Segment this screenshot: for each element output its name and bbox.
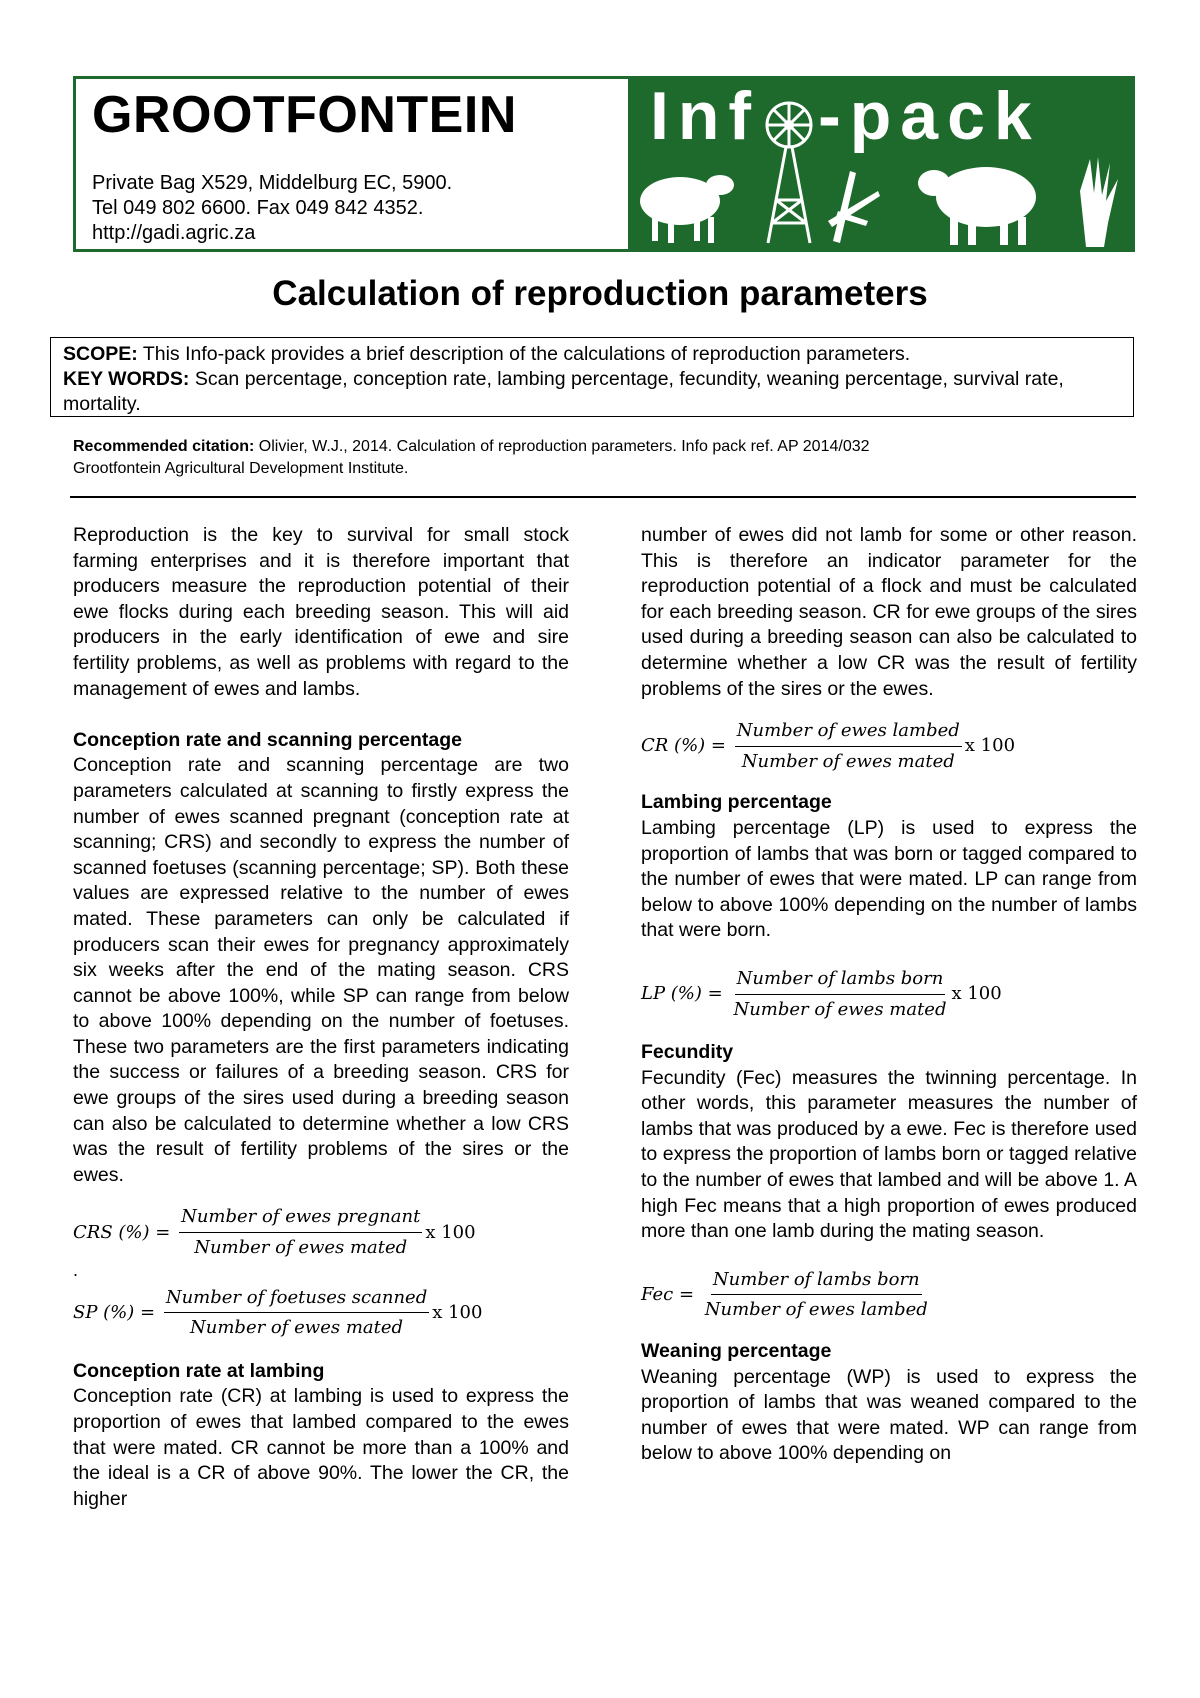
address-line: Private Bag X529, Middelburg EC, 5900.: [92, 172, 453, 194]
website-link[interactable]: http://gadi.agric.za: [92, 222, 256, 244]
fecundity-paragraph: Fecundity (Fec) measures the twinning percentage. In other words, this parameter measures the number of lambs that was produced by a ewe. Fec is therefore used to express the proportion of lambs born or tagged relative to the number of ewes that lambed and will be above 1. A high Fec means that a high proportion of ewes produced more than one lamb during the mating season.: [641, 1066, 1137, 1243]
conception-paragraph: Conception rate and scanning percentage are two parameters calculated at scanning to firstly express the number of ewes scanned pregnant (conception rate at scanning; CRS) and secondly to express the number of scanned foetuses (scanning percentage; SP). Both these values are expressed relative to the number of ewes mated. These parameters can only be calculated if producers scan their ewes for pregnancy approximately six weeks after the end of the mating season. CRS cannot be above 100%, while SP can range from below to above 100% depending on the number of foetuses. These two parameters are the first parameters indicating the success or failures of a breeding season. CRS for ewe groups of the sires used during a breeding season can also be calculated to determine whether a low CRS was the result of fertility problems of the sires or the ewes.: [73, 754, 569, 1186]
livestock-illustration: [628, 151, 1132, 249]
citation-label: Recommended citation:: [73, 438, 255, 455]
heading-conception-scanning: Conception rate and scanning percentage: [73, 728, 462, 751]
keywords-text: Scan percentage, conception rate, lambing percentage, fecundity, weaning percentage, survival rate, mortality.: [63, 368, 1064, 415]
scope-label: SCOPE:: [63, 343, 138, 365]
formula-separator: .: [73, 1259, 79, 1280]
divider: [70, 496, 1136, 498]
header-contact-panel: [76, 79, 628, 249]
phone-line: Tel 049 802 6600. Fax 049 842 4352.: [92, 197, 424, 219]
org-name: GROOTFONTEIN: [92, 86, 517, 144]
right-column: [641, 523, 1137, 1467]
formula-fec: Fec = $\frac{\text{Number of lambs born}}{\text{Number of ewes lambed}}$: [641, 1268, 928, 1321]
formula-lp: LP (%) = $\frac{\text{Number of lambs born}}{\text{Number of ewes mated}}$ x 100: [641, 967, 1002, 1020]
citation: [73, 436, 1133, 480]
formula-sp: SP (%) = $\frac{\text{Number of foetuses scanned}}{\text{Number of ewes mated}}$ x 100: [73, 1286, 483, 1339]
info-pack-logo: [628, 79, 1132, 249]
citation-institute: Grootfontein Agricultural Development Institute.: [73, 460, 409, 477]
formula-cr: CR (%) = $\frac{\text{Number of ewes lambed}}{\text{Number of ewes mated}}$ x 100: [641, 720, 1016, 772]
scope-box: [50, 337, 1134, 417]
keywords-line: [63, 367, 1121, 417]
brand-wordmark: Inf -pack: [650, 78, 1041, 154]
heading-conception-lambing: Conception rate at lambing: [73, 1359, 325, 1382]
page-title: Calculation of reproduction parameters: [272, 274, 928, 313]
lambing-paragraph: Lambing percentage (LP) is used to express the proportion of lambs that was born or tagged compared to the number of ewes that were mated. LP can range from below to above 100% depending on the number of lambs that were born.: [641, 816, 1137, 942]
heading-weaning-percentage: Weaning percentage: [641, 1340, 832, 1363]
heading-lambing-percentage: Lambing percentage: [641, 791, 832, 814]
header-banner: [73, 76, 1135, 252]
contact-details: [92, 171, 452, 246]
weaning-paragraph: Weaning percentage (WP) is used to express the proportion of lambs that was weaned compared to the number of ewes that were mated. WP can range from below to above 100% depending on: [641, 1365, 1137, 1465]
intro-paragraph: Reproduction is the key to survival for small stock farming enterprises and it is therefore important that producers measure the reproduction potential of their ewe flocks during each breeding season. This will aid producers in the early identification of ewe and sire fertility problems, as well as problems with regard to the management of ewes and lambs.: [73, 524, 569, 700]
scope-line: [63, 342, 1121, 367]
formula-crs: CRS (%) = $\frac{\text{Number of ewes pregnant}}{\text{Number of ewes mated}}$ x 100: [73, 1206, 476, 1259]
lambing-cr-paragraph: Conception rate (CR) at lambing is used to express the proportion of ewes that lambed compared to the ewes that were mated. CR cannot be more than a 100% and the ideal is a CR of above 90%. The lower the CR, the higher: [73, 1385, 569, 1510]
cr-continued-paragraph: number of ewes did not lamb for some or other reason. This is therefore an indicator parameter for the reproduction potential of a flock and must be calculated for each breeding season. CR for ewe groups of the sires used during a breeding season can also be calculated to determine whether a low CR was the result of fertility problems of the sires or the ewes.: [641, 524, 1137, 700]
citation-text: Olivier, W.J., 2014. Calculation of reproduction parameters. Info pack ref. AP 2014/032: [254, 438, 870, 455]
left-column: [73, 523, 569, 1512]
keywords-label: KEY WORDS:: [63, 368, 190, 390]
scope-text: This Info-pack provides a brief description of the calculations of reproduction parameters.: [137, 343, 911, 365]
heading-fecundity: Fecundity: [641, 1041, 734, 1064]
